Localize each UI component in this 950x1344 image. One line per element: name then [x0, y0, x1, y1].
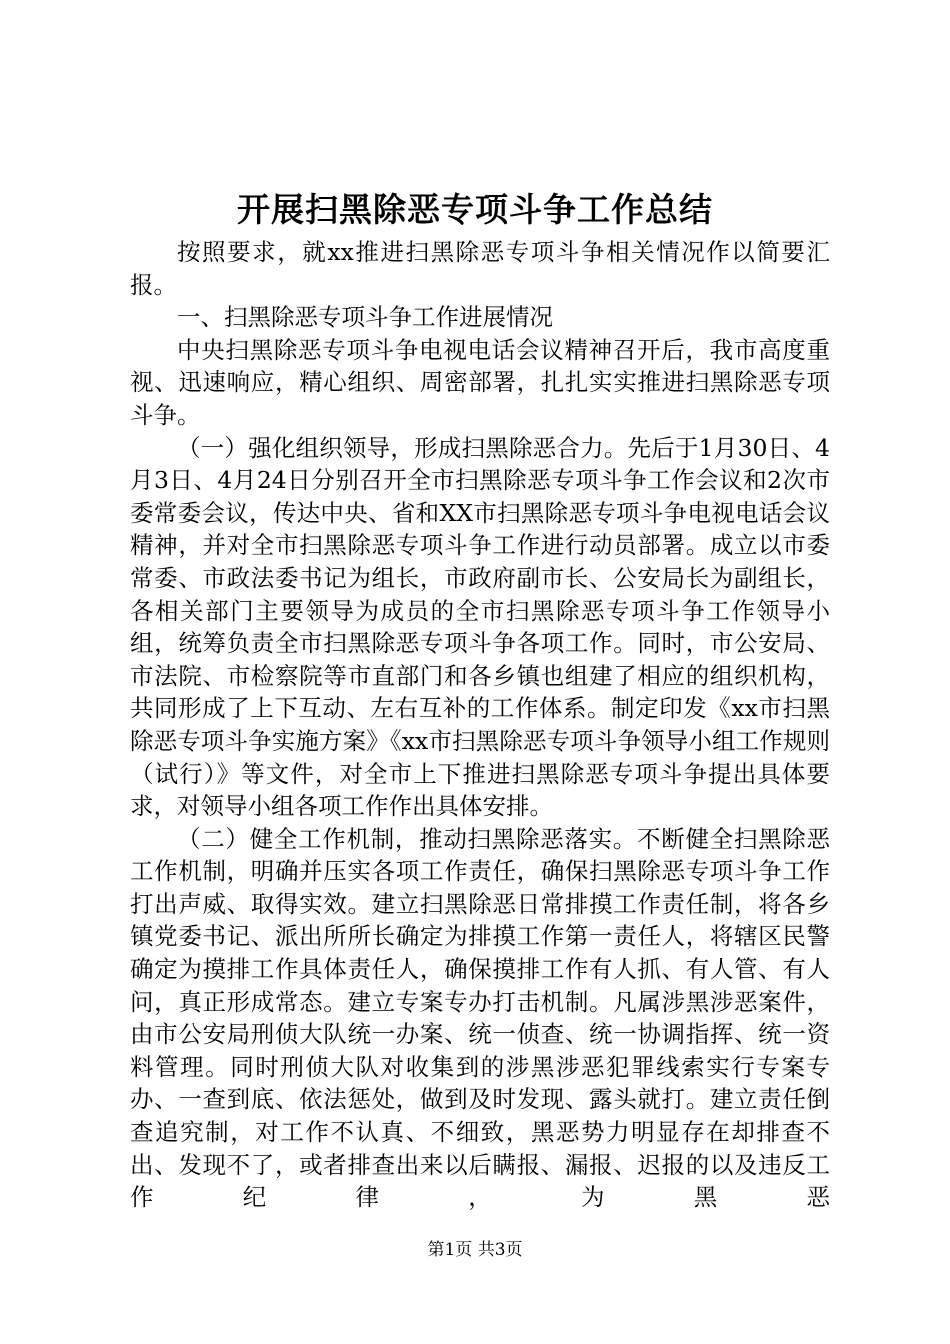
document-title: 开展扫黑除恶专项斗争工作总结 — [237, 190, 713, 229]
paragraph-intro: 按照要求，就xx推进扫黑除恶专项斗争相关情况作以简要汇报。 — [130, 238, 830, 299]
paragraph-organization: （一）强化组织领导，形成扫黑除恶合力。先后于1月30日、4月3日、4月24日分别召开全市扫黑除恶专项斗争工作会议和2次市委常委会议，传达中央、省和XX市扫黑除恶专项斗争电视电话会议精神，并对全市扫黑除恶专项斗争工作进行动员部署。成立以市委常委、市政法委书记为组长，市政府副市长、公安局长为副组长，各相关部门主要领导为成员的全市扫黑除恶专项斗争工作领导小组，统筹负责全市扫黑除恶专项斗争各项工作。同时，市公安局、市法院、市检察院等市直部门和各乡镇也组建了相应的组织机构，共同形成了上下互动、左右互补的工作体系。制定印发《xx市扫黑除恶专项斗争实施方案》《xx市扫黑除恶专项斗争领导小组工作规则（试行）》等文件，对全市上下推进扫黑除恶专项斗争提出具体要求，对领导小组各项工作作出具体安排。 — [130, 433, 830, 821]
paragraph-mechanism: （二）健全工作机制，推动扫黑除恶落实。不断健全扫黑除恶工作机制，明确并压实各项工作责任，确保扫黑除恶专项斗争工作打出声威、取得实效。建立扫黑除恶日常排摸工作责任制，将各乡镇党委书记、派出所所长确定为排摸工作第一责任人，将辖区民警确定为摸排工作具体责任人，确保摸排工作有人抓、有人管、有人问，真正形成常态。建立专案专办打击机制。凡属涉黑涉恶案件，由市公安局刑侦大队统一办案、统一侦查、统一协调指挥、统一资料管理。同时刑侦大队对收集到的涉黑涉恶犯罪线索实行专案专办、一查到底、依法惩处，做到及时发现、露头就打。建立责任倒查追究制，对工作不认真、不细致，黑恶势力明显存在却排查不出、发现不了，或者排查出来以后瞒报、漏报、迟报的以及违反工作纪律，为黑恶 — [130, 824, 830, 1212]
section-heading: 一、扫黑除恶专项斗争工作进展情况 — [177, 303, 553, 332]
document-body — [130, 236, 830, 1214]
page-number-footer: 第1页 共3页 — [427, 1240, 523, 1260]
paragraph-overview: 中央扫黑除恶专项斗争电视电话会议精神召开后，我市高度重视、迅速响应，精心组织、周密部署，扎扎实实推进扫黑除恶专项斗争。 — [130, 335, 830, 429]
